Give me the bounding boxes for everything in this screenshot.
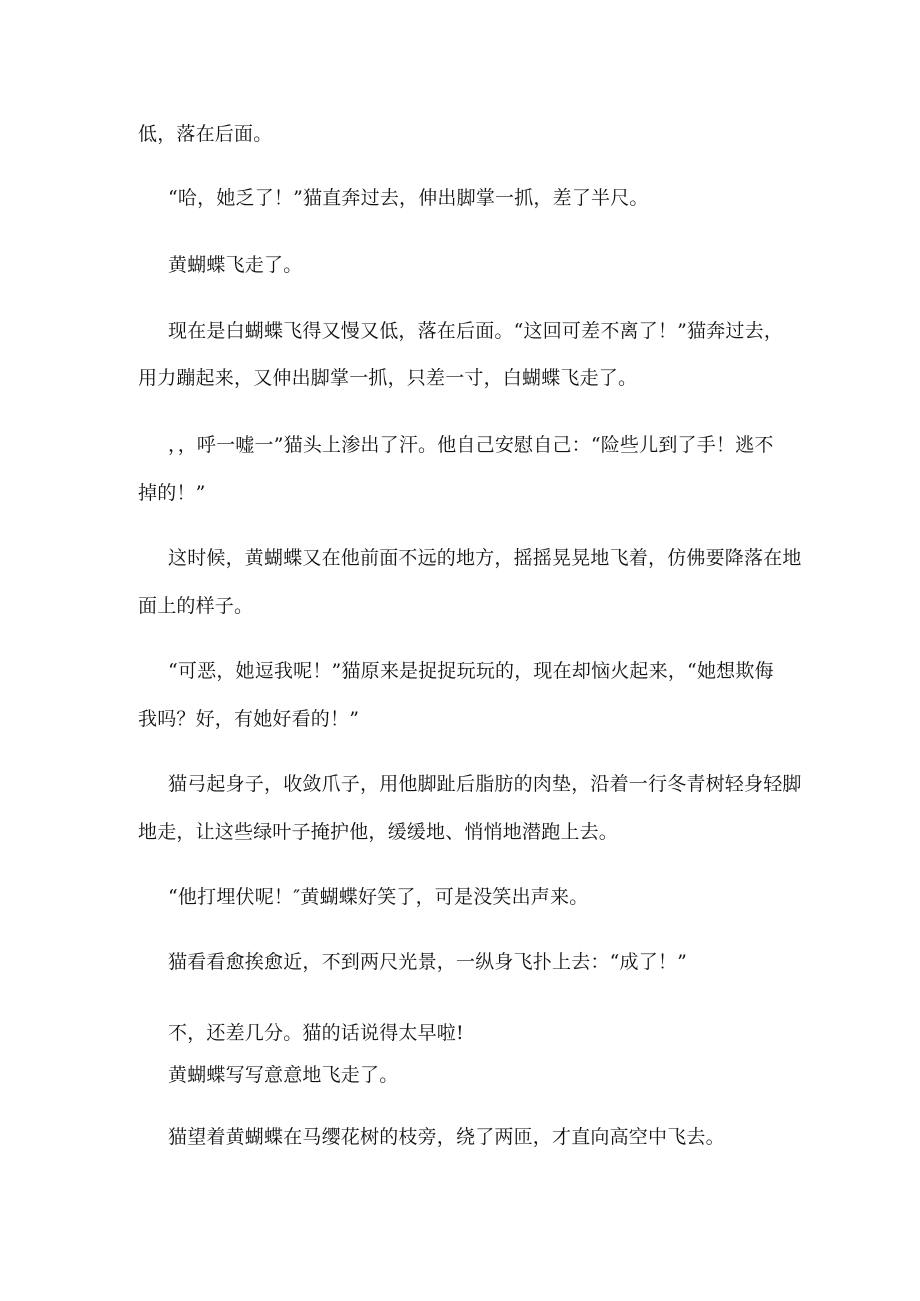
text-line: ，，呼一嘘一”猫头上渗出了汗。他自己安慰自己：“险些儿到了手！逃不 — [168, 434, 774, 456]
text-line: 掉的！” — [138, 482, 206, 504]
text-line: “他打埋伏呢！″黄蝴蝶好笑了，可是没笑出声来。 — [168, 886, 589, 908]
text-line: 这时候，黄蝴蝶又在他前面不远的地方，摇摇晃晃地飞着，仿佛要降落在地 — [168, 547, 802, 569]
text-line: 我吗？好，有她好看的！” — [138, 708, 360, 730]
text-line: 黄蝴蝶写写意意地飞走了。 — [168, 1064, 399, 1086]
text-line: 猫看看愈挨愈近，不到两尺光景，一纵身飞扑上去：“成了！” — [168, 951, 688, 973]
text-line: 地走，让这些绿叶子掩护他，缓缓地、悄悄地潜跑上去。 — [138, 821, 619, 843]
text-line: 猫弓起身子，收敛爪子，用他脚趾后脂肪的肉垫，沿着一行冬青树轻身轻脚 — [168, 773, 802, 795]
text-line: 不，还差几分。猫的话说得太早啦! — [168, 1022, 464, 1044]
text-line: 低，落在后面。 — [138, 123, 273, 145]
text-line: 面上的样子。 — [138, 595, 254, 617]
text-line: 用力蹦起来，又伸出脚掌一抓，只差一寸，白蝴蝶飞走了。 — [138, 367, 638, 389]
text-line: 猫望着黄蝴蝶在马缨花树的枝旁，绕了两匝，才直向高空中飞去。 — [168, 1126, 725, 1148]
text-line: 现在是白蝴蝶飞得又慢又低，落在后面。“这回可差不离了！”猫奔过去， — [168, 320, 784, 342]
text-line: “哈，她乏了！”猫直奔过去，伸出脚掌一抓，差了半尺。 — [168, 187, 649, 209]
text-line: “可恶，她逗我呢！”猫原来是捉捉玩玩的，现在却恼火起来，“她想欺侮 — [168, 660, 774, 682]
text-line: 黄蝴蝶飞走了。 — [168, 254, 303, 276]
